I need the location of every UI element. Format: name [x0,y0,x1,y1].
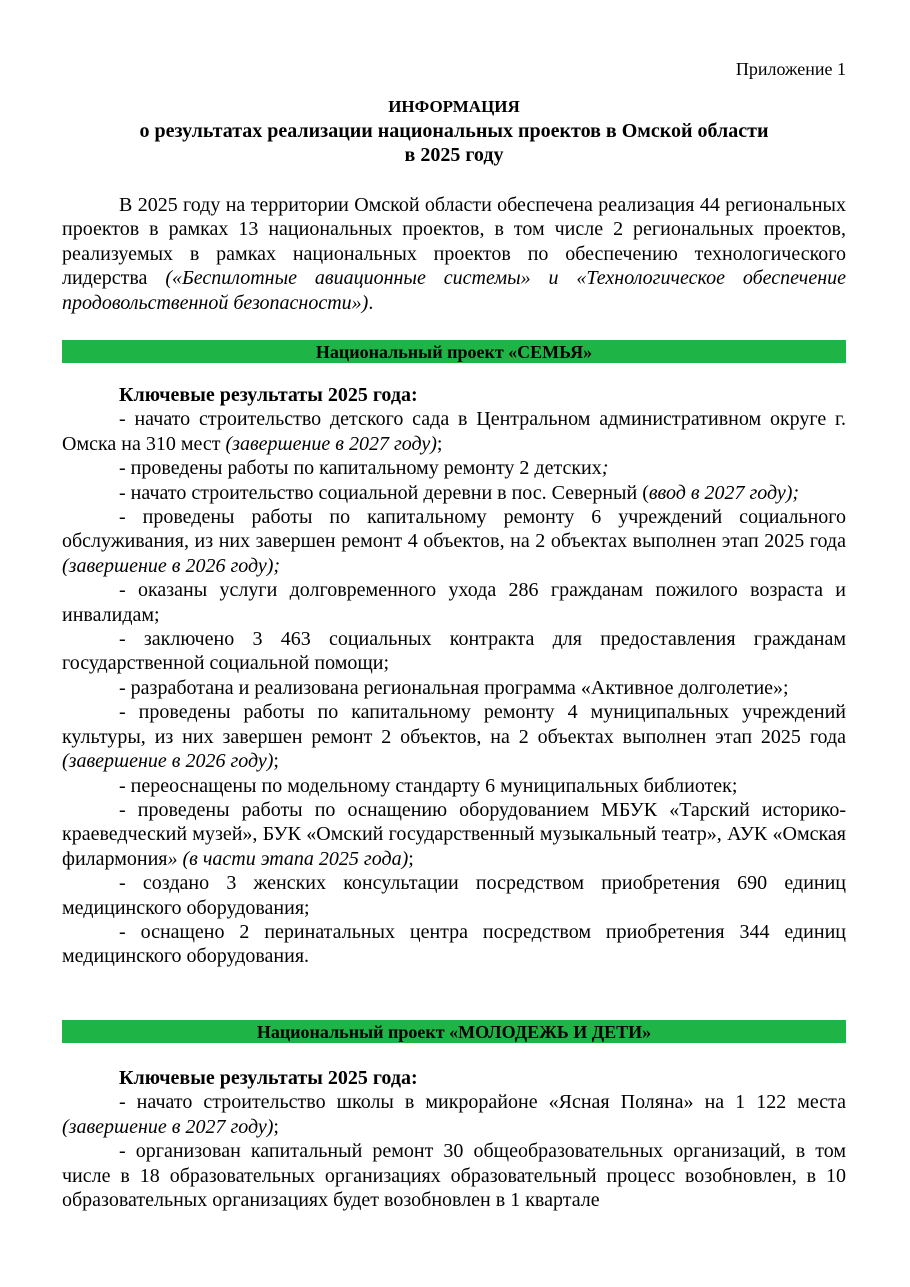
title-line-2: о результатах реализации национальных проектов в Омской области [139,120,769,142]
appendix-label: Приложение 1 [735,59,846,79]
list-item [62,774,846,798]
list-item-text: - проведены работы по оснащению оборудованием МБУК «Тарский историко-краеведческий музей», БУК «Омский государственный музыкальный театр», АУК «Омская филармония [62,798,846,870]
list-item-text: - создано 3 женских консультации посредством приобретения 690 единиц медицинского оборудования; [62,872,846,919]
key-results-heading: Ключевые результаты 2025 года: [119,1067,418,1089]
list-item [62,456,846,480]
list-item-text: - начато строительство детского сада в Центральном административном округе г. Омска на 310 мест [62,408,846,455]
intro-paragraph [62,193,846,315]
list-item-text: - оказаны услуги долговременного ухода 286 гражданам пожилого возраста и инвалидам; [62,579,846,626]
document-title [62,95,846,167]
list-item-end: ; [436,432,443,455]
list-item-text: - оснащено 2 перинатальных центра посредством приобретения 344 единиц медицинского оборудования. [62,920,846,968]
list-item-text: - заключено 3 463 социальных контракта для предоставления гражданам государственной социальной помощи; [62,628,846,675]
list-item [62,578,846,627]
list-item [62,920,846,969]
section-bar-family: Национальный проект «СЕМЬЯ» [62,340,846,363]
intro-end: . [368,291,374,314]
list-item-note: (завершение в 2027 году) [62,1115,274,1138]
list-item-note: ; [601,457,609,480]
list-item-text: - проведены работы по капитальному ремонту 2 детских [119,457,602,480]
list-item-text: - проведены работы по капитальному ремонту 6 учреждений социального обслуживания, из них завершен ремонт 4 объектов, на 2 объектах выполнен этап 2025 года [62,506,846,553]
intro-italic: («Беспилотные авиационные системы» и «Технологическое обеспечение продовольственной безопасности») [62,267,846,314]
key-results-heading: Ключевые результаты 2025 года: [119,384,418,406]
list-item [62,481,846,505]
youth-results-list [62,1090,846,1212]
list-item [62,798,846,871]
section-bar-youth: Национальный проект «МОЛОДЕЖЬ И ДЕТИ» [62,1020,846,1043]
list-item [62,505,846,578]
list-item-note: (завершение в 2026 году); [62,554,281,577]
intro-text: В 2025 году на территории Омской области обеспечена реализация 44 региональных проектов в рамках 13 национальных проектов, в том числе 2 региональных проектов, реализуемых в рамках национальных проектов по обеспечению технологического лидерства [62,194,846,290]
section-youth [62,1066,846,1212]
list-item-note: (завершение в 2026 году) [62,750,274,773]
family-results-list [62,407,846,968]
list-item-text: - начато строительство социальной деревни в пос. Северный ( [119,481,649,504]
list-item-note: ввод в 2027 году); [648,481,800,504]
list-item-end: ; [273,750,279,773]
title-line-1: ИНФОРМАЦИЯ [388,97,520,116]
list-item [62,1090,846,1139]
list-item [62,676,846,700]
list-item-note: » (в части этапа 2025 года) [167,847,409,870]
list-item-end: ; [273,1115,279,1138]
list-item [62,407,846,456]
title-line-3: в 2025 году [404,144,504,166]
list-item-end: ; [408,847,414,870]
list-item [62,627,846,676]
list-item-text: - разработана и реализована региональная программа «Активное долголетие»; [119,676,789,699]
list-item [62,871,846,920]
list-item-text: - переоснащены по модельному стандарту 6 муниципальных библиотек; [119,774,738,797]
list-item-text: - начато строительство школы в микрорайоне «Ясная Поляна» на 1 122 места [119,1091,846,1114]
list-item-text: - проведены работы по капитальному ремонту 4 муниципальных учреждений культуры, из них завершен ремонт 2 объектов, на 2 объектах выполнен этап 2025 года [62,701,846,748]
list-item [62,1139,846,1212]
list-item [62,700,846,773]
section-family [62,383,846,969]
list-item-note: (завершение в 2027 году) [225,432,437,455]
list-item-text: - организован капитальный ремонт 30 общеобразовательных организаций, в том числе в 18 образовательных организациях образовательный процесс возобновлен, в 10 образовательных организациях будет возобновлен в 1 квартале [62,1140,846,1212]
